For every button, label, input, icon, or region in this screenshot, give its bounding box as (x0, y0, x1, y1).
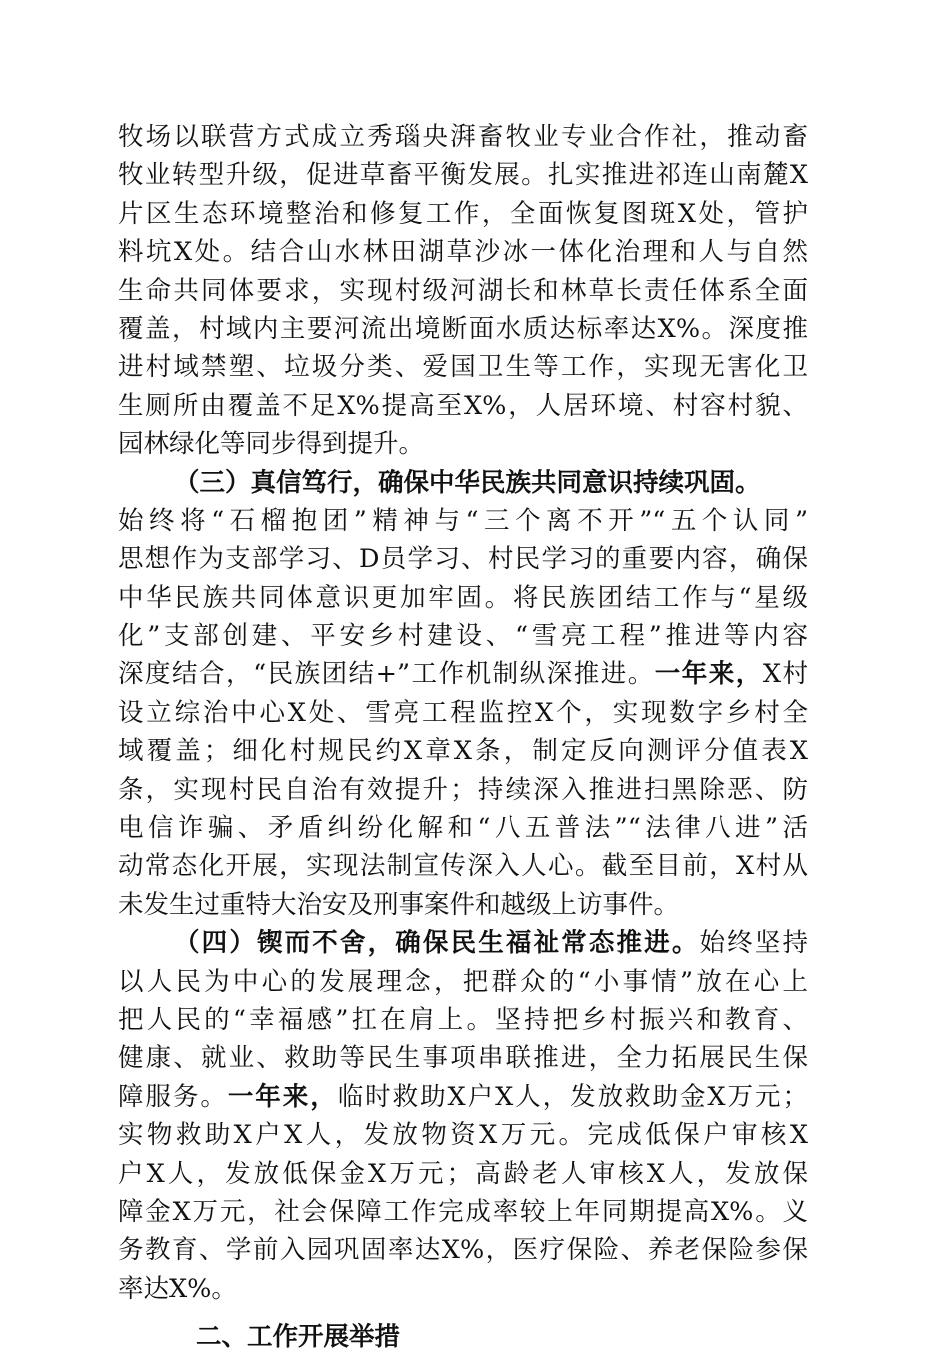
text-line: 进村域禁塑、垃圾分类、爱国卫生等工作，实现无害化卫 (118, 352, 808, 383)
bold-lead: 一年来， (227, 1081, 338, 1112)
paragraph-heading: （三）真信笃行，确保中华民族共同意识持续巩固。 (174, 467, 761, 498)
text-run: 临时救助X户X人，发放救助金X万元； (337, 1081, 808, 1112)
text-line: 中华民族共同体意识更加牢固。将民族团结工作与“星级 (118, 582, 808, 613)
text-line: 生命共同体要求，实现村级河湖长和林草长责任体系全面 (118, 275, 808, 306)
text-line: 片区生态环境整治和修复工作，全面恢复图斑X处，管护 (118, 198, 808, 229)
text-line: 条，实现村民自治有效提升；持续深入推进扫黑除恶、防 (118, 774, 808, 805)
text-line: 思想作为支部学习、D员学习、村民学习的重要内容，确保 (118, 544, 808, 575)
text-line: 料坑X处。结合山水林田湖草沙冰一体化治理和人与自然 (118, 237, 808, 268)
text-line: 务教育、学前入园巩固率达X%，医疗保险、养老保险参保 (118, 1235, 808, 1266)
text-line: 以人民为中心的发展理念，把群众的“小事情”放在心上 (118, 966, 808, 997)
text-line: 牧场以联营方式成立秀瑙央湃畜牧业专业合作社，推动畜 (118, 122, 808, 152)
bold-lead: 一年来， (654, 659, 763, 690)
text-line: 动常态化开展，实现法制宣传深入人心。截至目前，X村从 (118, 851, 808, 882)
text-line: 把人民的“幸福感”扛在肩上。坚持把乡村振兴和教育、 (118, 1004, 808, 1035)
text-line: 覆盖，村域内主要河流出境断面水质达标率达X%。深度推 (118, 313, 808, 344)
text-run: 始终坚持 (699, 928, 808, 959)
text-line: 园林绿化等同步得到提升。 (118, 429, 425, 460)
text-line: 健康、就业、救助等民生事项串联推进，全力拓展民生保 (118, 1043, 808, 1074)
text-line: 户X人，发放低保金X万元；高龄老人审核X人，发放保 (118, 1158, 808, 1189)
text-run: 障服务。 (118, 1081, 228, 1112)
text-line: 电信诈骗、矛盾纠纷化解和“八五普法”“法律八进”活 (118, 813, 808, 844)
paragraph-ecology (118, 118, 808, 464)
document-page (118, 118, 808, 1357)
text-line: 设立综治中心X处、雪亮工程监控X个，实现数字乡村全 (118, 697, 808, 728)
text-line: 障金X万元，社会保障工作完成率较上年同期提高X%。义 (118, 1196, 808, 1227)
section-heading: 二、工作开展举措 (196, 1322, 401, 1353)
text-line: 未发生过重特大治安及刑事案件和越级上访事件。 (118, 889, 680, 920)
text-line: 生厕所由覆盖不足X%提高至X%，人居环境、村容村貌、 (118, 390, 808, 421)
text-line: 牧业转型升级，促进草畜平衡发展。扎实推进祁连山南麓X (118, 160, 808, 191)
paragraph-heading: （四）锲而不舍，确保民生福祉常态推进。 (174, 928, 700, 959)
text-run: 深度结合，“民族团结+”工作机制纵深推进。 (118, 659, 655, 690)
paragraph-livelihood (118, 924, 808, 1308)
paragraph-ethnic-unity (118, 464, 808, 925)
text-line (118, 655, 808, 693)
text-line: 域覆盖；细化村规民约X章X条，制定反向测评分值表X (118, 736, 808, 767)
text-line: 始终将“石榴抱团”精神与“三个离不开”“五个认同” (118, 505, 808, 536)
text-line: 化”支部创建、平安乡村建设、“雪亮工程”推进等内容 (118, 621, 808, 652)
text-line: 率达X%。 (118, 1273, 237, 1304)
paragraph-heading-line (118, 924, 808, 962)
text-line: 实物救助X户X人，发放物资X万元。完成低保户审核X (118, 1120, 808, 1151)
text-line (118, 1078, 808, 1116)
text-run: X村 (762, 659, 808, 690)
